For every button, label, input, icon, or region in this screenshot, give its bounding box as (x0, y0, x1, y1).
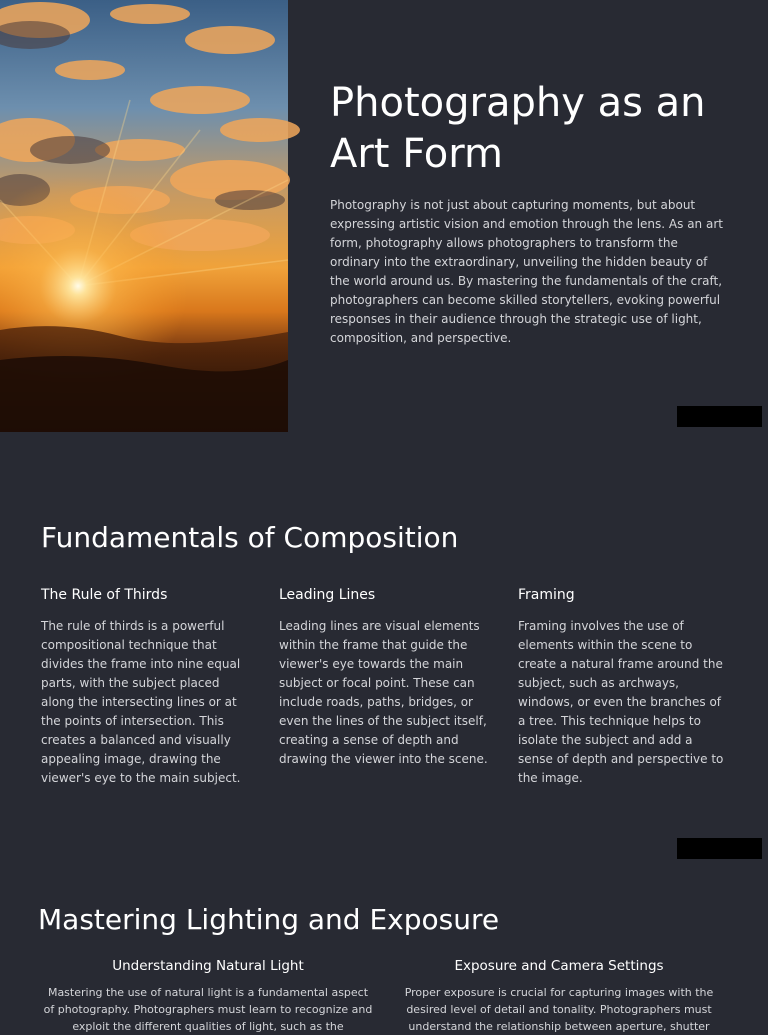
page-title: Photography as an Art Form (330, 80, 706, 177)
composition-card-framing (518, 585, 730, 788)
card-heading: The Rule of Thirds (41, 587, 168, 603)
card-text: The rule of thirds is a powerful compositional technique that divides the frame into nine equal parts, with the subject placed along the intersecting lines or at the points of intersection. This creates a balanced and visually appealing image, drawing the viewer's eye to the main subject. (41, 619, 241, 785)
card-text: Mastering the use of natural light is a fundamental aspect of photography. Photographers must learn to recognize and exploit the different qualities of light, such as the (43, 986, 373, 1033)
lighting-card-natural-light (43, 957, 373, 1035)
card-heading: Exposure and Camera Settings (454, 958, 664, 974)
composition-card-rule-of-thirds (41, 585, 253, 788)
card-heading: Leading Lines (279, 587, 376, 603)
card-heading: Understanding Natural Light (112, 958, 304, 974)
lighting-card-exposure (394, 957, 724, 1035)
card-text: Proper exposure is crucial for capturing images with the desired level of detail and tonality. Photographers must understand the relationship between aperture, shutter (404, 986, 714, 1033)
sunset-photo-icon (0, 0, 288, 432)
lighting-section-title: Mastering Lighting and Exposure (38, 903, 500, 936)
black-bar (677, 406, 762, 427)
composition-card-leading-lines (279, 585, 491, 769)
card-heading: Framing (518, 587, 575, 603)
black-bar (677, 838, 762, 859)
card-text: Framing involves the use of elements within the scene to create a natural frame around the subject, such as archways, windows, or even the branches of a tree. This technique helps to isolate the subject and add a sense of depth and perspective to the image. (518, 619, 724, 785)
hero-intro-text: Photography is not just about capturing moments, but about expressing artistic vision and emotion through the lens. As an art form, photography allows photographers to transform the ordinary into the extraordinary, unveiling the hidden beauty of the world around us. By mastering the fundamentals of the craft, photographers can become skilled storytellers, evoking powerful responses in their audience through the strategic use of light, composition, and perspective. (330, 198, 723, 345)
composition-section-title: Fundamentals of Composition (41, 521, 459, 554)
hero-sunset-image (0, 0, 288, 432)
card-text: Leading lines are visual elements within the frame that guide the viewer's eye towards the main subject or focal point. These can include roads, paths, bridges, or even the lines of the subject itself, creating a sense of depth and drawing the viewer into the scene. (279, 619, 488, 766)
